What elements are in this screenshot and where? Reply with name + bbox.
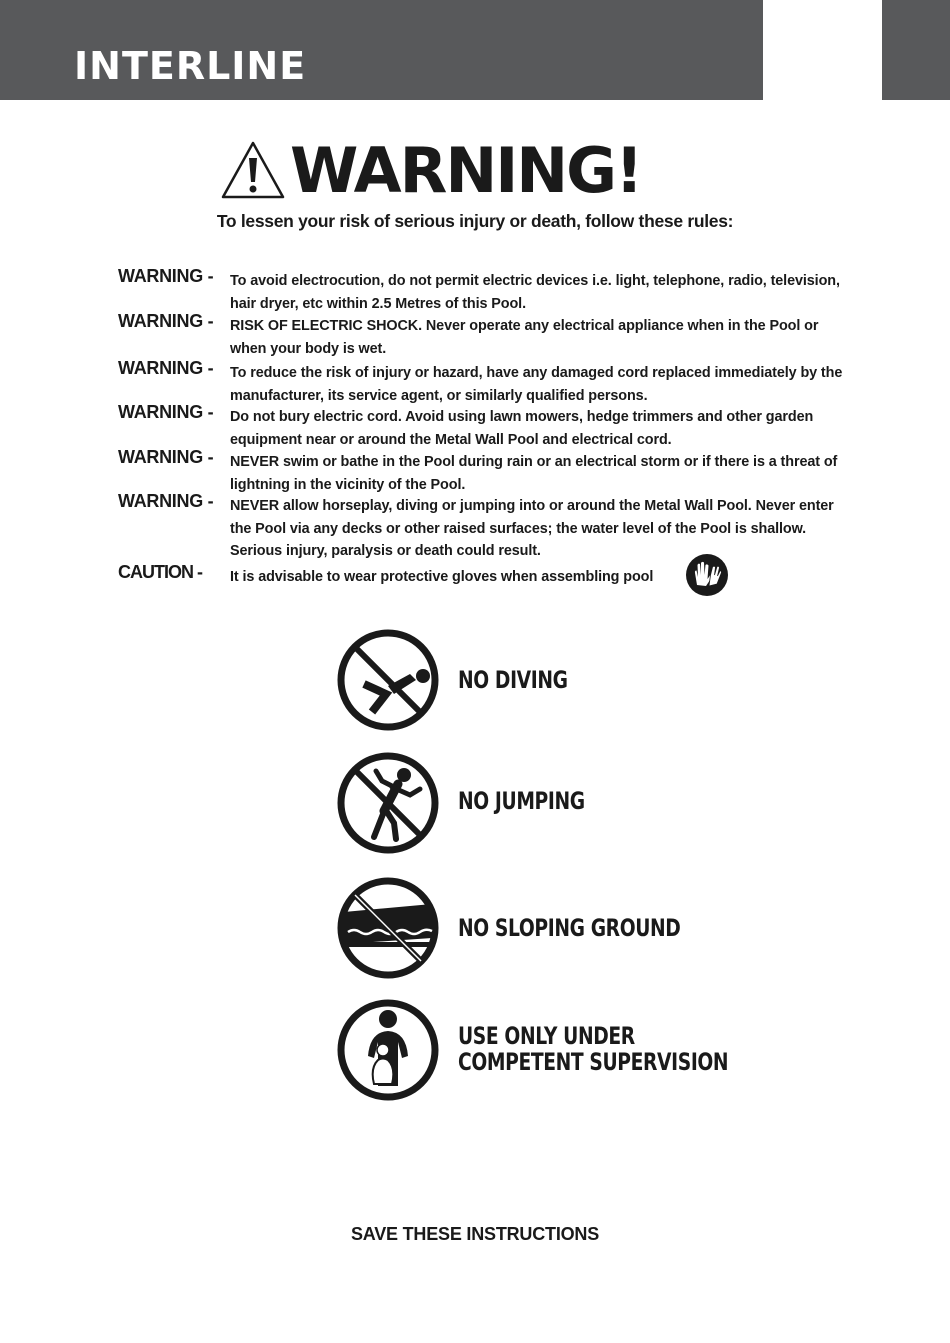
sign-label: NO DIVING bbox=[458, 666, 568, 694]
rule-text: To avoid electrocution, do not permit electric devices i.e. light, telephone, radio, television, hair dryer, etc within 2.5 Metres of this Pool. bbox=[230, 273, 840, 312]
supervision-icon bbox=[336, 998, 440, 1102]
sign-label: NO JUMPING bbox=[458, 787, 585, 815]
rule-text: NEVER swim or bathe in the Pool during rain or an electrical storm or if there is a threat of lightning in the vicinity of the Pool. bbox=[230, 454, 838, 493]
no-diving-icon bbox=[336, 628, 440, 732]
no-jumping-icon bbox=[336, 751, 440, 855]
caution-text: It is advisable to wear protective gloves when assembling pool bbox=[230, 569, 654, 585]
sign-no-jumping bbox=[336, 751, 756, 857]
no-sloping-ground-icon bbox=[336, 876, 440, 980]
rule-label: WARNING - bbox=[118, 491, 214, 511]
sign-no-diving bbox=[336, 628, 756, 734]
caution-label: CAUTION - bbox=[118, 562, 202, 582]
rule-label: WARNING - bbox=[118, 358, 214, 378]
warning-triangle-icon bbox=[220, 140, 286, 200]
protective-gloves-icon bbox=[685, 553, 729, 597]
intro-text: To lessen your risk of serious injury or death, follow these rules: bbox=[216, 211, 734, 231]
rule-label: WARNING - bbox=[118, 402, 214, 422]
sign-label-line1: USE ONLY UNDER bbox=[458, 1022, 635, 1050]
rule-text: To reduce the risk of injury or hazard, have any damaged cord replaced immediately by the manufacturer, its service agent, or similarly qualified persons. bbox=[230, 365, 843, 404]
rule-label: WARNING - bbox=[118, 311, 214, 331]
sign-supervision bbox=[336, 998, 756, 1104]
warning-heading bbox=[220, 136, 660, 206]
header-tab bbox=[882, 0, 950, 100]
sign-no-sloping-ground bbox=[336, 876, 756, 982]
sign-label-line2: COMPETENT SUPERVISION bbox=[458, 1048, 729, 1076]
rule-text: NEVER allow horseplay, diving or jumping into or around the Metal Wall Pool. Never enter the Pool via any decks or other raised surfaces; the water level of the Pool is shallow. Serious injury, paralysis or death could result. bbox=[230, 498, 834, 559]
interline-logo: INTERLINE bbox=[74, 44, 307, 88]
rule-text: Do not bury electric cord. Avoid using lawn mowers, hedge trimmers and other garden equipment near or around the Metal Wall Pool and electrical cord. bbox=[230, 409, 814, 448]
rule-label: WARNING - bbox=[118, 266, 214, 286]
rule-text: RISK OF ELECTRIC SHOCK. Never operate any electrical appliance when in the Pool or when your body is wet. bbox=[230, 318, 819, 357]
rule-label: WARNING - bbox=[118, 447, 214, 467]
sign-label: NO SLOPING GROUND bbox=[458, 914, 681, 942]
footer-note: SAVE THESE INSTRUCTIONS bbox=[350, 1224, 600, 1244]
warning-title: WARNING! bbox=[290, 134, 642, 207]
